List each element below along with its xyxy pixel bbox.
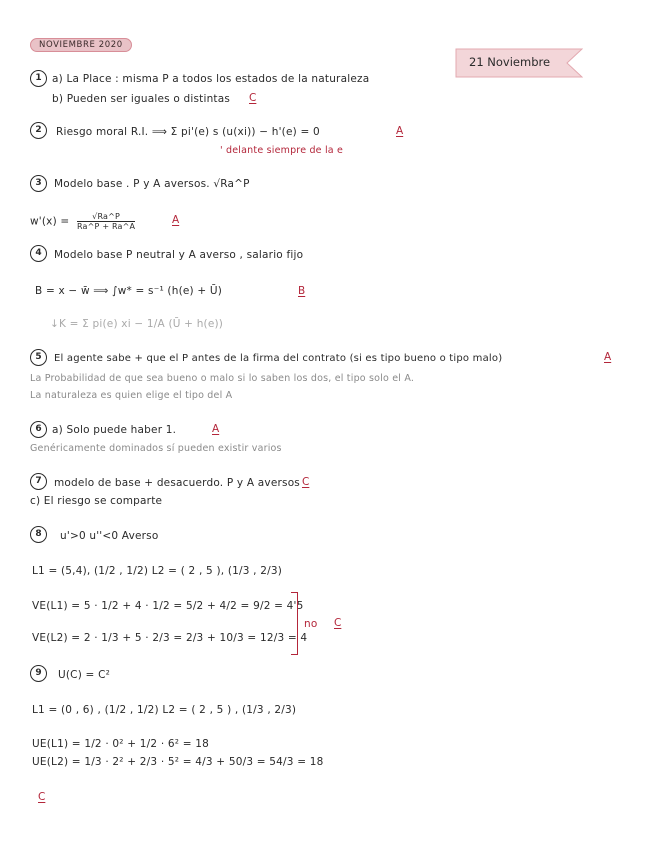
q8-ve2: VE(L2) = 2 · 1/3 + 5 · 2/3 = 2/3 + 10/3 = 12/3 = 4 <box>32 632 308 644</box>
q3-fraction <box>77 212 135 231</box>
q5-note2: La naturaleza es quien elige el tipo del A <box>30 390 233 401</box>
q9-lotteries: L1 = (0 , 6) , (1/2 , 1/2) L2 = ( 2 , 5 ) , (1/3 , 2/3) <box>32 704 297 716</box>
q8-lotteries: L1 = (5,4), (1/2 , 1/2) L2 = ( 2 , 5 ), (1/3 , 2/3) <box>32 565 283 577</box>
date-tag: NOVIEMBRE 2020 <box>30 38 132 52</box>
q3-fraction-num: √Ra^P <box>77 212 135 222</box>
q4-text: Modelo base P neutral y A averso , salario fijo <box>54 249 304 261</box>
q5-note1: La Probabilidad de que sea bueno o malo si lo saben los dos, el tipo solo el A. <box>30 373 415 384</box>
q5-answer: A <box>604 351 612 363</box>
q8-bracket <box>291 592 298 655</box>
question-number: 6 <box>30 421 47 438</box>
q3-formula <box>30 212 135 231</box>
question-number: 8 <box>30 526 47 543</box>
date-flag <box>455 48 583 78</box>
q6-text: a) Solo puede haber 1. <box>52 424 177 436</box>
q2-answer: A <box>396 125 404 137</box>
q4-line1: B = x − w̄ ⟹ ∫w* = s⁻¹ (h(e) + Ū) <box>35 285 223 297</box>
question-number: 2 <box>30 122 47 139</box>
q4-answer: B <box>298 285 306 297</box>
q4-line2: ↓K = Σ pi(e) xi − 1/A (Ū + h(e)) <box>50 318 224 330</box>
q2-note: ' delante siempre de la e <box>220 145 344 156</box>
q9-ue2: UE(L2) = 1/3 · 2² + 2/3 · 5² = 4/3 + 50/3 = 54/3 = 18 <box>32 756 324 768</box>
q8-no: no <box>304 618 318 630</box>
q5-text: El agente sabe + que el P antes de la firma del contrato (si es tipo bueno o tipo malo) <box>54 353 503 364</box>
q9-answer: C <box>38 791 46 803</box>
q8-answer: C <box>334 617 342 629</box>
q1-option-b: b) Pueden ser iguales o distintas <box>52 93 231 105</box>
q9-text: U(C) = C² <box>58 669 111 681</box>
q8-text: u'>0 u''<0 Averso <box>60 530 159 542</box>
q1-answer: C <box>249 92 257 104</box>
q3-fraction-den: Ra^P + Ra^A <box>76 222 136 231</box>
q3-formula-lhs: w'(x) = <box>30 215 70 228</box>
question-number: 3 <box>30 175 47 192</box>
flag-date: 21 Noviembre <box>469 55 551 69</box>
q3-text: Modelo base . P y A aversos. √Ra^P <box>54 178 250 190</box>
q8-ve1: VE(L1) = 5 · 1/2 + 4 · 1/2 = 5/2 + 4/2 = 9/2 = 4'5 <box>32 600 304 612</box>
q3-answer: A <box>172 214 180 226</box>
q6-answer: A <box>212 423 220 435</box>
q7-text: modelo de base + desacuerdo. P y A aversos <box>54 477 300 489</box>
q6-note: Genéricamente dominados sí pueden existir varios <box>30 443 282 454</box>
question-number: 9 <box>30 665 47 682</box>
q7-sub: c) El riesgo se comparte <box>30 495 163 507</box>
question-number: 5 <box>30 349 47 366</box>
q9-ue1: UE(L1) = 1/2 · 0² + 1/2 · 6² = 18 <box>32 738 210 750</box>
question-number: 4 <box>30 245 47 262</box>
q1-option-a: a) La Place : misma P a todos los estados de la naturaleza <box>52 73 370 85</box>
q2-text: Riesgo moral R.I. ⟹ Σ pi'(e) s (u(xi)) − h'(e) = 0 <box>56 126 320 138</box>
question-number: 7 <box>30 473 47 490</box>
q7-answer: C <box>302 476 310 488</box>
question-number: 1 <box>30 70 47 87</box>
